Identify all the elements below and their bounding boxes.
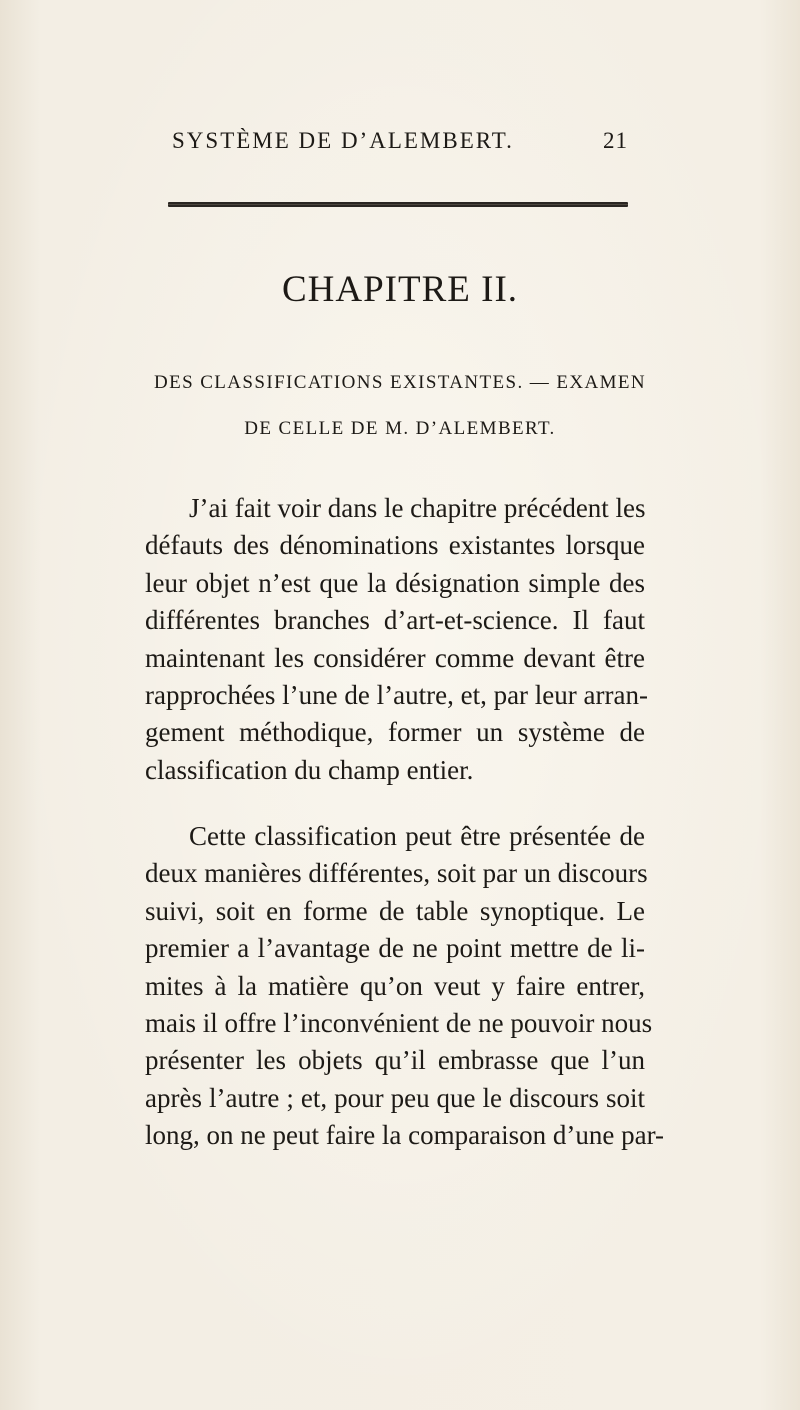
chapter-subtitle-line-1: DES CLASSIFICATIONS EXISTANTES. — EXAMEN — [153, 372, 647, 393]
text-line: long, on ne peut faire la comparaison d’une par- — [145, 1120, 665, 1151]
page-number: 21 — [603, 128, 628, 153]
chapter-subtitle-line-2: DE CELLE DE M. D’ALEMBERT. — [244, 418, 556, 439]
text-line: deux manières différentes, soit par un discours — [145, 858, 648, 889]
text-line: J’ai fait voir dans le chapitre précédent les — [189, 493, 646, 523]
header-rule — [168, 202, 628, 207]
text-line: défauts des dénominations existantes lorsque — [145, 530, 645, 561]
text-line: différentes branches d’art-et-science. Il faut — [145, 605, 645, 636]
text-line: maintenant les considérer comme devant être — [145, 642, 645, 673]
chapter-title: CHAPITRE II. — [281, 269, 519, 310]
text-line: leur objet n’est que la désignation simple des — [145, 567, 645, 598]
paragraph-1 — [145, 490, 648, 789]
running-head — [0, 128, 800, 158]
text-line: rapprochées l’une de l’autre, et, par leur arran- — [145, 680, 648, 711]
text-line: premier a l’avantage de ne point mettre de li- — [145, 933, 645, 964]
paragraph-2 — [145, 818, 665, 1155]
text-line: suivi, soit en forme de table synoptique. Le — [145, 895, 645, 926]
text-line: gement méthodique, former un système de — [145, 717, 645, 748]
text-line: Cette classification peut être présentée de — [189, 821, 645, 851]
running-head-title: SYSTÈME DE D’ALEMBERT. — [172, 128, 514, 153]
text-line: après l’autre ; et, pour peu que le discours soit — [145, 1082, 645, 1113]
text-line: mais il offre l’inconvénient de ne pouvoir nous — [145, 1008, 653, 1039]
text-line: classification du champ entier. — [145, 754, 474, 785]
text-line: mites à la matière qu’on veut y faire entrer, — [145, 970, 645, 1001]
text-line: présenter les objets qu’il embrasse que l’un — [145, 1045, 645, 1076]
